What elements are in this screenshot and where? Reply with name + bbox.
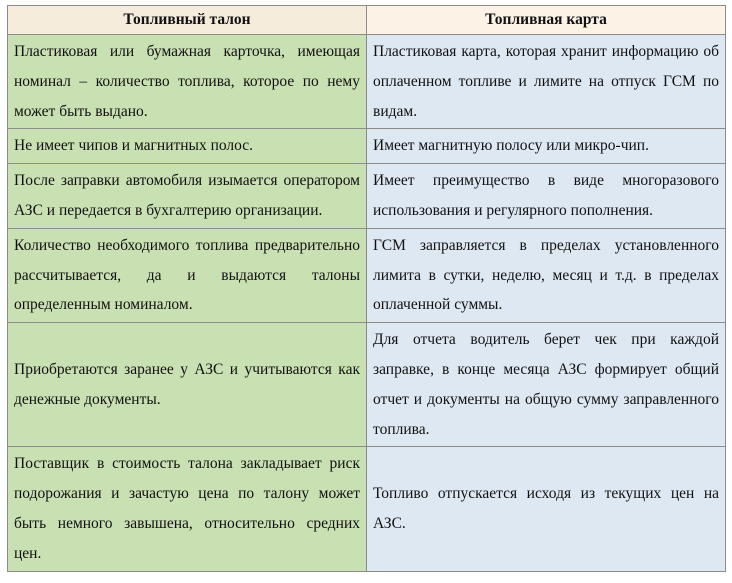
card-cell: Имеет преимущество в виде многоразового использования и регулярного пополнения. bbox=[367, 164, 726, 229]
coupon-cell: Поставщик в стоимость талона закладывает риск подорожания и зачастую цена по талону может быть немного завышена, относительно средних цен. bbox=[8, 447, 367, 571]
header-fuel-coupon: Топливный талон bbox=[8, 6, 367, 35]
coupon-cell: Приобретаются заранее у АЗС и учитываются как денежные документы. bbox=[8, 323, 367, 447]
fuel-comparison-table bbox=[7, 5, 726, 572]
card-cell: ГСМ заправляется в пределах установленного лимита в сутки, неделю, месяц и т.д. в пределах оплаченной суммы. bbox=[367, 228, 726, 322]
table-row bbox=[8, 129, 726, 164]
coupon-cell: Пластиковая или бумажная карточка, имеющая номинал – количество топлива, которое по нему может быть выдано. bbox=[8, 35, 367, 129]
table-header-row bbox=[8, 6, 726, 35]
coupon-cell: Количество необходимого топлива предварительно рассчитывается, да и выдаются талоны определенным номиналом. bbox=[8, 228, 367, 322]
table-row bbox=[8, 35, 726, 129]
table-row bbox=[8, 228, 726, 322]
table-row bbox=[8, 323, 726, 447]
card-cell: Имеет магнитную полосу или микро-чип. bbox=[367, 129, 726, 164]
card-cell: Для отчета водитель берет чек при каждой заправке, в конце месяца АЗС формирует общий отчет и документы на общую сумму заправленного топлива. bbox=[367, 323, 726, 447]
coupon-cell: Не имеет чипов и магнитных полос. bbox=[8, 129, 367, 164]
coupon-cell: После заправки автомобиля изымается оператором АЗС и передается в бухгалтерию организации. bbox=[8, 164, 367, 229]
comparison-table-container bbox=[7, 5, 725, 572]
header-fuel-card: Топливная карта bbox=[367, 6, 726, 35]
card-cell: Топливо отпускается исходя из текущих цен на АЗС. bbox=[367, 447, 726, 571]
table-row bbox=[8, 164, 726, 229]
table-row bbox=[8, 447, 726, 571]
card-cell: Пластиковая карта, которая хранит информацию об оплаченном топливе и лимите на отпуск ГСМ по видам. bbox=[367, 35, 726, 129]
